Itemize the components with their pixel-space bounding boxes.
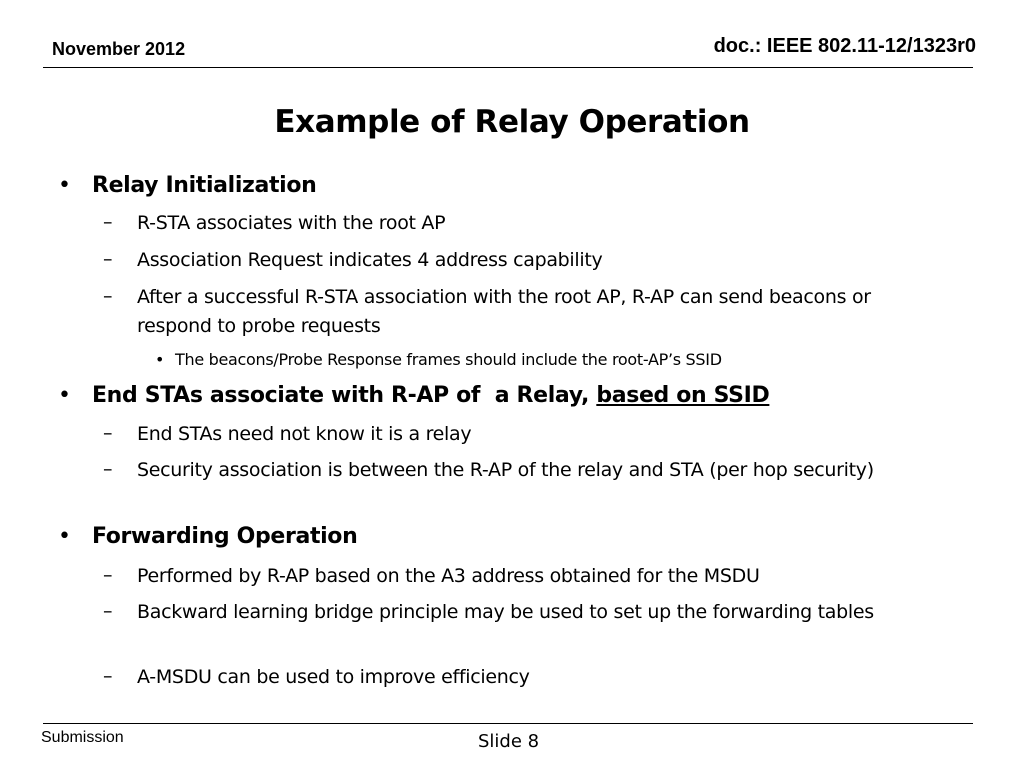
footer-slide-number: Slide 8 xyxy=(478,731,540,752)
list-item: Security association is between the R-AP of the relay and STA (per hop security) xyxy=(137,459,874,481)
footer-divider xyxy=(43,723,973,724)
dash-marker: – xyxy=(103,665,113,687)
header-doc-id: doc.: IEEE 802.11-12/1323r0 xyxy=(713,35,976,57)
list-item: Association Request indicates 4 address capability xyxy=(137,249,603,271)
dash-marker: – xyxy=(103,600,113,622)
bullet-marker: • xyxy=(58,524,71,549)
list-item: A-MSDU can be used to improve efficiency xyxy=(137,666,530,688)
bullet-marker: • xyxy=(58,173,71,198)
section-heading-underlined: based on SSID xyxy=(596,383,770,408)
dash-marker: – xyxy=(103,564,113,586)
list-item: R-STA associates with the root AP xyxy=(137,212,446,234)
sub-list-item: The beacons/Probe Response frames should include the root-AP’s SSID xyxy=(175,350,722,369)
dash-marker: – xyxy=(103,458,113,480)
footer-submission: Submission xyxy=(41,729,124,746)
bullet-marker: • xyxy=(155,350,165,369)
header-divider xyxy=(43,67,973,68)
section-heading-end-stas xyxy=(92,383,769,408)
dash-marker: – xyxy=(103,211,113,233)
slide-title: Example of Relay Operation xyxy=(274,104,750,140)
header-date: November 2012 xyxy=(52,39,186,59)
dash-marker: – xyxy=(103,285,113,307)
dash-marker: – xyxy=(103,422,113,444)
section-heading-forwarding-operation: Forwarding Operation xyxy=(92,524,358,549)
list-item: Performed by R-AP based on the A3 address obtained for the MSDU xyxy=(137,565,760,587)
dash-marker: – xyxy=(103,248,113,270)
section-heading-relay-initialization: Relay Initialization xyxy=(92,173,317,198)
list-item: After a successful R-STA association with the root AP, R-AP can send beacons or respond to probe requests xyxy=(137,286,871,337)
list-item: Backward learning bridge principle may be used to set up the forwarding tables xyxy=(137,601,874,623)
section-heading-text: End STAs associate with R-AP of a Relay, xyxy=(92,383,597,408)
list-item: End STAs need not know it is a relay xyxy=(137,423,472,445)
bullet-marker: • xyxy=(58,383,71,408)
